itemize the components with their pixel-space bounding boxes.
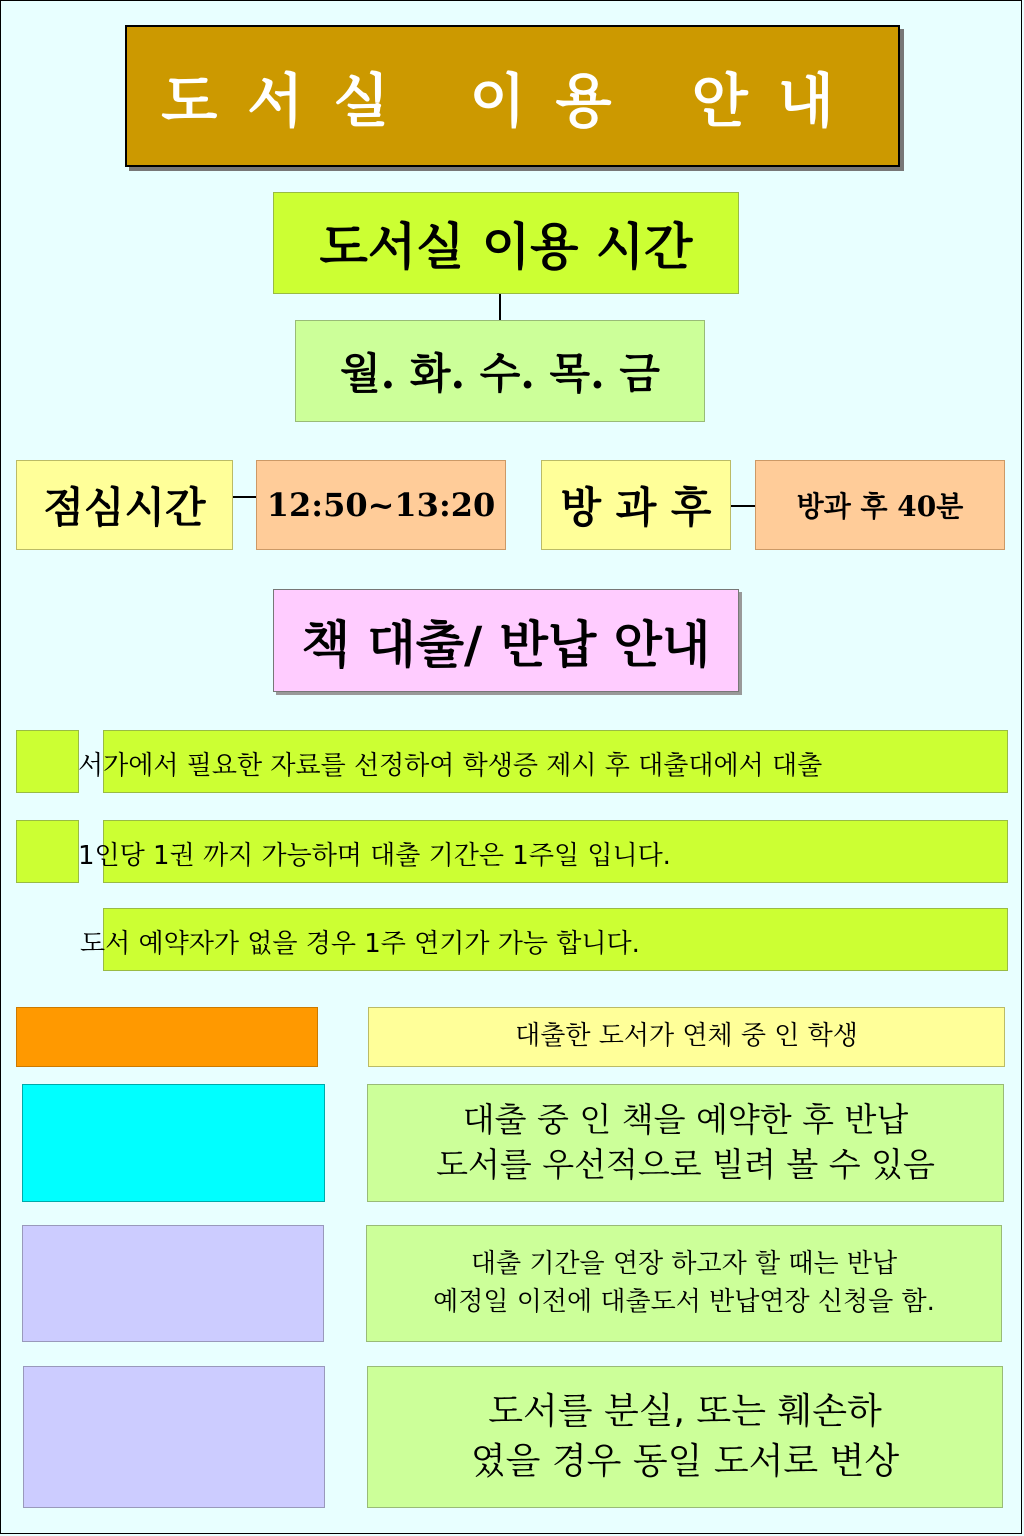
note-reserve-line-1: 대출 중 인 책을 예약한 후 반납: [462, 1100, 909, 1140]
rule-text-1: 서가에서 필요한 자료를 선정하여 학생증 제시 후 대출대에서 대출: [78, 751, 823, 781]
lunch-connector: [233, 496, 256, 498]
hours-heading: [273, 192, 739, 294]
after-school-label-box: [541, 460, 731, 550]
lunch-label-text: 점심시간: [43, 483, 206, 532]
rule-bullet-2: [16, 820, 79, 883]
note-box-extension: [366, 1225, 1002, 1342]
note-loss-line-1: 도서를 분실, 또는 훼손하: [488, 1390, 882, 1432]
after-school-time-text: 방과 후 40분: [796, 490, 964, 523]
after-school-time-box: [755, 460, 1005, 550]
lunch-time-text: 12:50~13:20: [266, 486, 496, 524]
hours-heading-text: 도서실 이용 시간: [319, 217, 693, 276]
open-days-box: [295, 320, 705, 422]
page-title: [125, 25, 900, 167]
rule-text-3: 도서 예약자가 없을 경우 1주 연기가 가능 합니다.: [80, 929, 640, 959]
lunch-time-box: [256, 460, 506, 550]
open-days-text: 월. 화. 수. 목. 금: [340, 349, 660, 398]
connector-line: [499, 294, 501, 320]
loan-heading-text: 책 대출/ 반납 안내: [301, 614, 711, 674]
loan-heading: [273, 589, 739, 692]
note-extension-line-2: 예정일 이전에 대출도서 반납연장 신청을 함.: [433, 1286, 935, 1317]
note-overdue-line-1: 대출한 도서가 연체 중 인 학생: [515, 1021, 858, 1052]
note-loss-line-2: 였을 경우 동일 도서로 변상: [470, 1441, 900, 1482]
page-title-text: 도서실 이용 안내: [161, 67, 864, 135]
note-box-loss: [367, 1366, 1003, 1508]
rule-bullet-1: [16, 730, 79, 793]
extension-color-swatch: [22, 1225, 324, 1342]
reserve-color-swatch: [22, 1084, 325, 1202]
loss-color-swatch: [23, 1366, 325, 1508]
overdue-color-swatch: [16, 1007, 318, 1067]
note-reserve-line-2: 도서를 우선적으로 빌려 볼 수 있음: [436, 1145, 935, 1184]
note-box-overdue: [368, 1007, 1005, 1067]
lunch-label-box: [16, 460, 233, 550]
note-extension-line-1: 대출 기간을 연장 하고자 할 때는 반납: [470, 1248, 898, 1279]
note-box-reserve: [367, 1084, 1004, 1202]
after-school-label-text: 방 과 후: [560, 483, 712, 532]
rule-text-2: 1인당 1권 까지 가능하며 대출 기간은 1주일 입니다.: [78, 841, 671, 871]
after-school-connector: [731, 505, 755, 507]
